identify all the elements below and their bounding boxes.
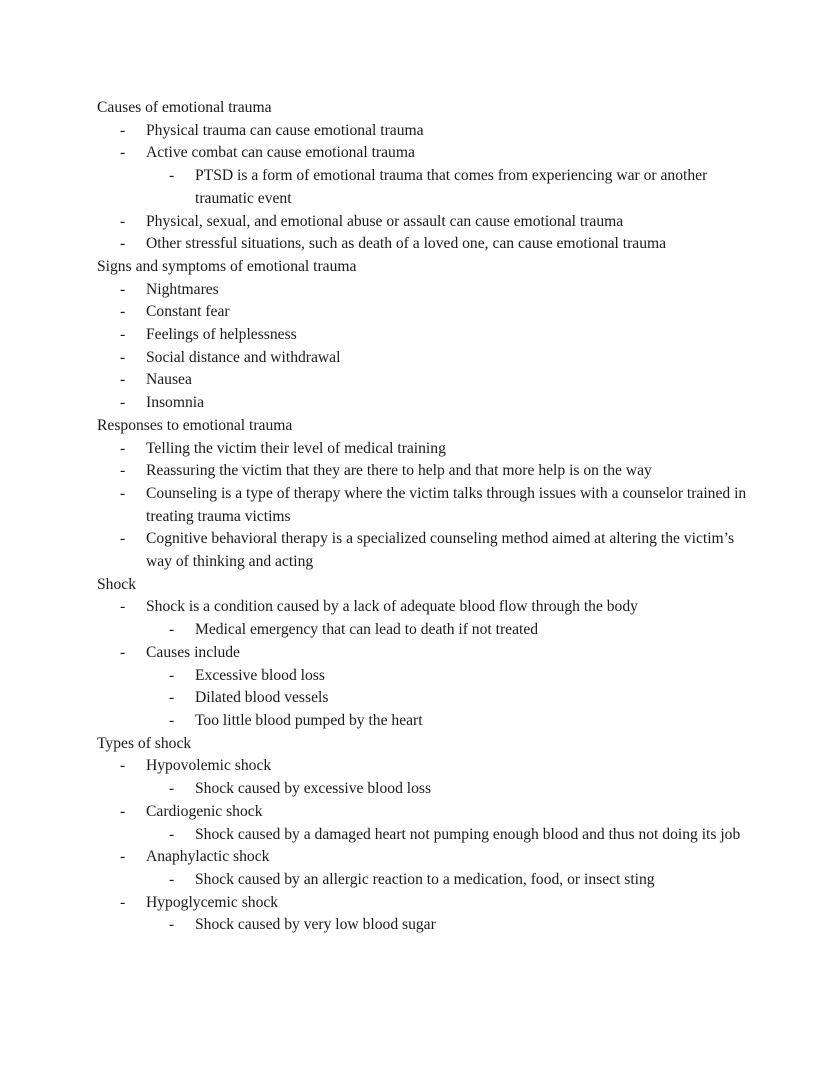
bullet-text: Hypoglycemic shock xyxy=(146,893,279,911)
bullet-dash: - xyxy=(120,348,126,366)
bullet-text: Reassuring the victim that they are there to help and that more help is on the way xyxy=(146,462,652,480)
bullet-dash: - xyxy=(120,484,126,502)
bullet-dash: - xyxy=(120,144,126,162)
bullet-text: Social distance and withdrawal xyxy=(146,348,341,366)
bullet-text: Nausea xyxy=(146,371,192,389)
bullet-item xyxy=(97,369,757,392)
bullet-item xyxy=(97,892,757,915)
bullet-dash: - xyxy=(169,711,175,729)
bullet-item xyxy=(97,460,757,483)
bullet-item xyxy=(97,211,757,234)
bullet-text: Other stressful situations, such as death of a loved one, can cause emotional trauma xyxy=(146,235,667,253)
bullet-item xyxy=(97,801,757,824)
bullet-dash: - xyxy=(120,280,126,298)
bullet-item xyxy=(97,347,757,370)
bullet-dash: - xyxy=(120,326,126,344)
bullet-text: Insomnia xyxy=(146,394,205,412)
bullet-dash: - xyxy=(120,121,126,139)
bullet-text: Telling the victim their level of medical training xyxy=(146,439,446,457)
bullet-dash: - xyxy=(120,598,126,616)
bullet-item xyxy=(97,755,757,778)
bullet-dash: - xyxy=(169,621,175,639)
bullet-text: Physical trauma can cause emotional trauma xyxy=(146,121,424,139)
sub-bullet-item xyxy=(97,869,757,892)
bullet-dash: - xyxy=(169,167,175,185)
sub-bullet-item xyxy=(97,914,757,937)
bullet-text: Excessive blood loss xyxy=(195,666,325,684)
bullet-dash: - xyxy=(169,870,175,888)
bullet-item xyxy=(97,301,757,324)
bullet-text: Shock caused by an allergic reaction to a medication, food, or insect sting xyxy=(195,870,655,888)
bullet-text: Causes include xyxy=(146,643,240,661)
bullet-item xyxy=(97,120,757,143)
bullet-item xyxy=(97,528,757,573)
bullet-text: Constant fear xyxy=(146,303,230,321)
sub-bullet-item xyxy=(97,619,757,642)
bullet-item xyxy=(97,142,757,165)
bullet-text: Physical, sexual, and emotional abuse or assault can cause emotional trauma xyxy=(146,212,624,230)
bullet-dash: - xyxy=(120,235,126,253)
bullet-text: Shock caused by a damaged heart not pumping enough blood and thus not doing its job xyxy=(195,825,741,843)
bullet-text: Cognitive behavioral therapy is a specialized counseling method aimed at altering the victim’s way of thinking and acting xyxy=(146,530,735,571)
section-heading: Signs and symptoms of emotional trauma xyxy=(97,257,357,275)
bullet-dash: - xyxy=(120,394,126,412)
bullet-text: Too little blood pumped by the heart xyxy=(195,711,423,729)
bullet-text: PTSD is a form of emotional trauma that comes from experiencing war or another traumatic event xyxy=(195,167,708,207)
bullet-text: Counseling is a type of therapy where the victim talks through issues with a counselor trained in treating trauma victims xyxy=(146,484,747,525)
bullet-dash: - xyxy=(120,439,126,457)
bullet-item xyxy=(97,483,757,528)
sub-bullet-item xyxy=(97,165,757,210)
sub-bullet-item xyxy=(97,824,757,847)
section-heading: Shock xyxy=(97,575,136,593)
bullet-dash: - xyxy=(120,848,126,866)
section-heading: Causes of emotional trauma xyxy=(97,99,272,116)
bullet-text: Nightmares xyxy=(146,280,219,298)
section-heading: Types of shock xyxy=(97,734,192,752)
document-page xyxy=(97,97,757,937)
sub-bullet-item xyxy=(97,778,757,801)
bullet-dash: - xyxy=(120,802,126,820)
bullet-dash: - xyxy=(169,780,175,798)
bullet-text: Shock is a condition caused by a lack of adequate blood flow through the body xyxy=(146,598,638,616)
bullet-text: Hypovolemic shock xyxy=(146,757,272,775)
bullet-dash: - xyxy=(120,893,126,911)
bullet-text: Cardiogenic shock xyxy=(146,802,263,820)
bullet-dash: - xyxy=(169,825,175,843)
bullet-dash: - xyxy=(120,757,126,775)
bullet-item xyxy=(97,392,757,415)
bullet-text: Dilated blood vessels xyxy=(195,689,329,707)
bullet-text: Feelings of helplessness xyxy=(146,326,297,344)
bullet-item xyxy=(97,233,757,256)
bullet-dash: - xyxy=(120,643,126,661)
bullet-item xyxy=(97,279,757,302)
section-heading: Responses to emotional trauma xyxy=(97,416,293,434)
bullet-dash: - xyxy=(120,303,126,321)
bullet-dash: - xyxy=(120,212,126,230)
bullet-dash: - xyxy=(120,462,126,480)
document-body xyxy=(97,97,757,937)
bullet-dash: - xyxy=(169,916,175,934)
sub-bullet-item xyxy=(97,710,757,733)
bullet-dash: - xyxy=(169,689,175,707)
bullet-dash: - xyxy=(120,371,126,389)
bullet-dash: - xyxy=(169,666,175,684)
bullet-item xyxy=(97,438,757,461)
bullet-text: Shock caused by excessive blood loss xyxy=(195,780,432,798)
bullet-text: Medical emergency that can lead to death if not treated xyxy=(195,621,539,639)
bullet-item xyxy=(97,596,757,619)
bullet-item xyxy=(97,642,757,665)
sub-bullet-item xyxy=(97,665,757,688)
bullet-item xyxy=(97,846,757,869)
bullet-dash: - xyxy=(120,530,126,548)
sub-bullet-item xyxy=(97,687,757,710)
bullet-text: Active combat can cause emotional trauma xyxy=(146,144,415,162)
bullet-text: Anaphylactic shock xyxy=(146,848,270,866)
bullet-item xyxy=(97,324,757,347)
bullet-text: Shock caused by very low blood sugar xyxy=(195,916,436,934)
